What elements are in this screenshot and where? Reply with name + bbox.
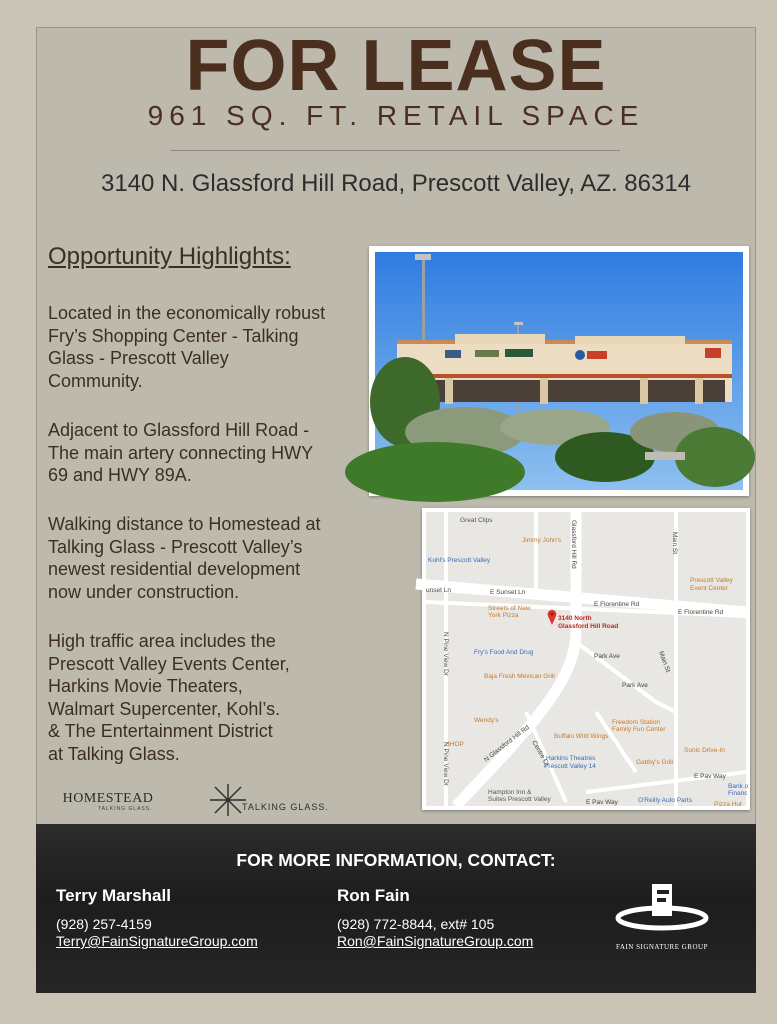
fain-emblem-icon: [612, 880, 712, 936]
homestead-logo-tag: TALKING GLASS.: [98, 806, 153, 812]
map-label: N Pine View Dr: [442, 632, 449, 676]
map-label: Kohl's Prescott Valley: [428, 557, 491, 564]
map-label: Prescott Valley 14: [544, 763, 596, 770]
map-label: E Sunset Ln: [490, 589, 526, 596]
map-label: Centre Ct: [530, 739, 551, 768]
map-label: Suites Prescott Valley: [488, 796, 551, 803]
highlight-line: Adjacent to Glassford Hill Road -: [48, 420, 310, 440]
map-label: Streets of New: [488, 605, 531, 612]
map-label: York Pizza: [488, 612, 519, 619]
highlight-paragraph: [48, 419, 353, 487]
map-label: Sonic Drive-In: [684, 747, 725, 754]
highlight-line: Walking distance to Homestead at: [48, 514, 321, 534]
contact-heading: FOR MORE INFORMATION, CONTACT:: [236, 850, 556, 870]
map-label: Financ: [728, 790, 748, 797]
fain-signature-logo: [612, 880, 712, 950]
highlight-line: Talking Glass - Prescott Valley’s: [48, 536, 303, 557]
highlight-line: 69 and HWY 89A.: [48, 465, 192, 485]
map-label: IHOP: [448, 741, 464, 748]
highlight-line: The main artery connecting HWY: [48, 442, 314, 463]
map-label: E Pav Way: [694, 773, 726, 780]
map-label: Great Clips: [460, 517, 493, 524]
map-label: Family Fun Center: [612, 726, 666, 733]
highlight-line: Harkins Movie Theaters,: [48, 676, 243, 696]
divider: [170, 150, 620, 151]
map-label: Wendy's: [474, 717, 499, 724]
map-label: Park Ave: [622, 682, 648, 689]
map-label: Gabby's Grill: [636, 759, 674, 766]
highlight-line: Walmart Supercenter, Kohl’s.: [48, 698, 281, 719]
contact-name-terry: Terry Marshall: [56, 886, 171, 905]
map-label: Freedom Station: [612, 719, 661, 726]
map-label: Glassford Hill Rd: [570, 520, 577, 569]
map-label: Pizza Hut: [714, 801, 742, 808]
homestead-logo: [58, 791, 158, 812]
highlight-line: & The Entertainment District: [48, 721, 273, 741]
map-label: Glassford Hill Road: [558, 623, 619, 630]
property-photo: [369, 246, 749, 496]
map-label: Harkins Theatres: [546, 755, 596, 762]
map-label: O'Reilly Auto Parts: [638, 797, 692, 804]
map-label: unset Ln: [426, 587, 451, 594]
property-address: 3140 N. Glassford Hill Road, Prescott Valley, AZ. 86314: [100, 170, 692, 197]
map-label: E Florentine Rd: [594, 601, 640, 608]
map-label: Hampton Inn &: [488, 789, 532, 796]
highlight-paragraph: [48, 513, 353, 603]
contact-email-ron[interactable]: Ron@FainSignatureGroup.com: [337, 933, 534, 949]
highlight-line: Fry’s Shopping Center - Talking: [48, 325, 299, 346]
talking-glass-logo-text: TALKING GLASS.: [242, 802, 329, 812]
map-label: Bank o: [728, 783, 749, 790]
map-label: Fry's Food And Drug: [474, 649, 534, 656]
contact-phone-ron: (928) 772-8844, ext# 105: [337, 916, 495, 932]
fain-logo-text: FAIN SIGNATURE GROUP: [616, 943, 708, 951]
map-label: N Glassford Hill Rd: [482, 724, 531, 764]
map-label: 3140 North: [558, 615, 592, 622]
highlight-line: now under construction.: [48, 581, 240, 602]
page-subtitle: 961 SQ. FT. RETAIL SPACE: [147, 100, 645, 131]
homestead-logo-name: HOMESTEAD: [62, 791, 154, 806]
highlight-paragraph: [48, 630, 353, 765]
starburst-icon: [208, 782, 248, 818]
highlight-line: newest residential development: [48, 559, 301, 579]
location-map[interactable]: [422, 508, 750, 810]
contact-phone-terry: (928) 257-4159: [56, 916, 152, 932]
map-label: E Pav Way: [586, 799, 618, 806]
map-label: Jimmy John's: [522, 537, 562, 544]
map-label: N Pine View Dr: [442, 742, 449, 786]
highlight-line: Prescott Valley Events Center,: [48, 653, 290, 674]
highlights-heading: Opportunity Highlights:: [48, 243, 291, 270]
highlight-paragraph: [48, 302, 353, 392]
contact-name-ron: Ron Fain: [337, 886, 410, 905]
highlight-line: Glass - Prescott Valley: [48, 348, 229, 368]
highlight-line: Community.: [48, 370, 143, 391]
street-map: [426, 512, 749, 808]
highlight-line: High traffic area includes the: [48, 631, 276, 651]
map-label: Buffalo Wild Wings: [554, 733, 609, 740]
highlight-line: at Talking Glass.: [48, 743, 180, 764]
highlight-line: Located in the economically robust: [48, 303, 326, 323]
shopping-center-illustration: [375, 252, 743, 490]
map-label: Park Ave: [594, 653, 620, 660]
map-label: Event Center: [690, 585, 728, 592]
map-label: Baja Fresh Mexican Grill: [484, 673, 555, 680]
map-label: E Florentine Rd: [678, 609, 724, 616]
contact-email-terry[interactable]: Terry@FainSignatureGroup.com: [56, 933, 258, 949]
talking-glass-logo: [208, 782, 328, 822]
map-label: Prescott Valley: [690, 577, 733, 584]
map-label: Main St: [671, 532, 678, 555]
map-label: Main St: [657, 650, 672, 674]
page-title: FOR LEASE: [185, 26, 607, 106]
